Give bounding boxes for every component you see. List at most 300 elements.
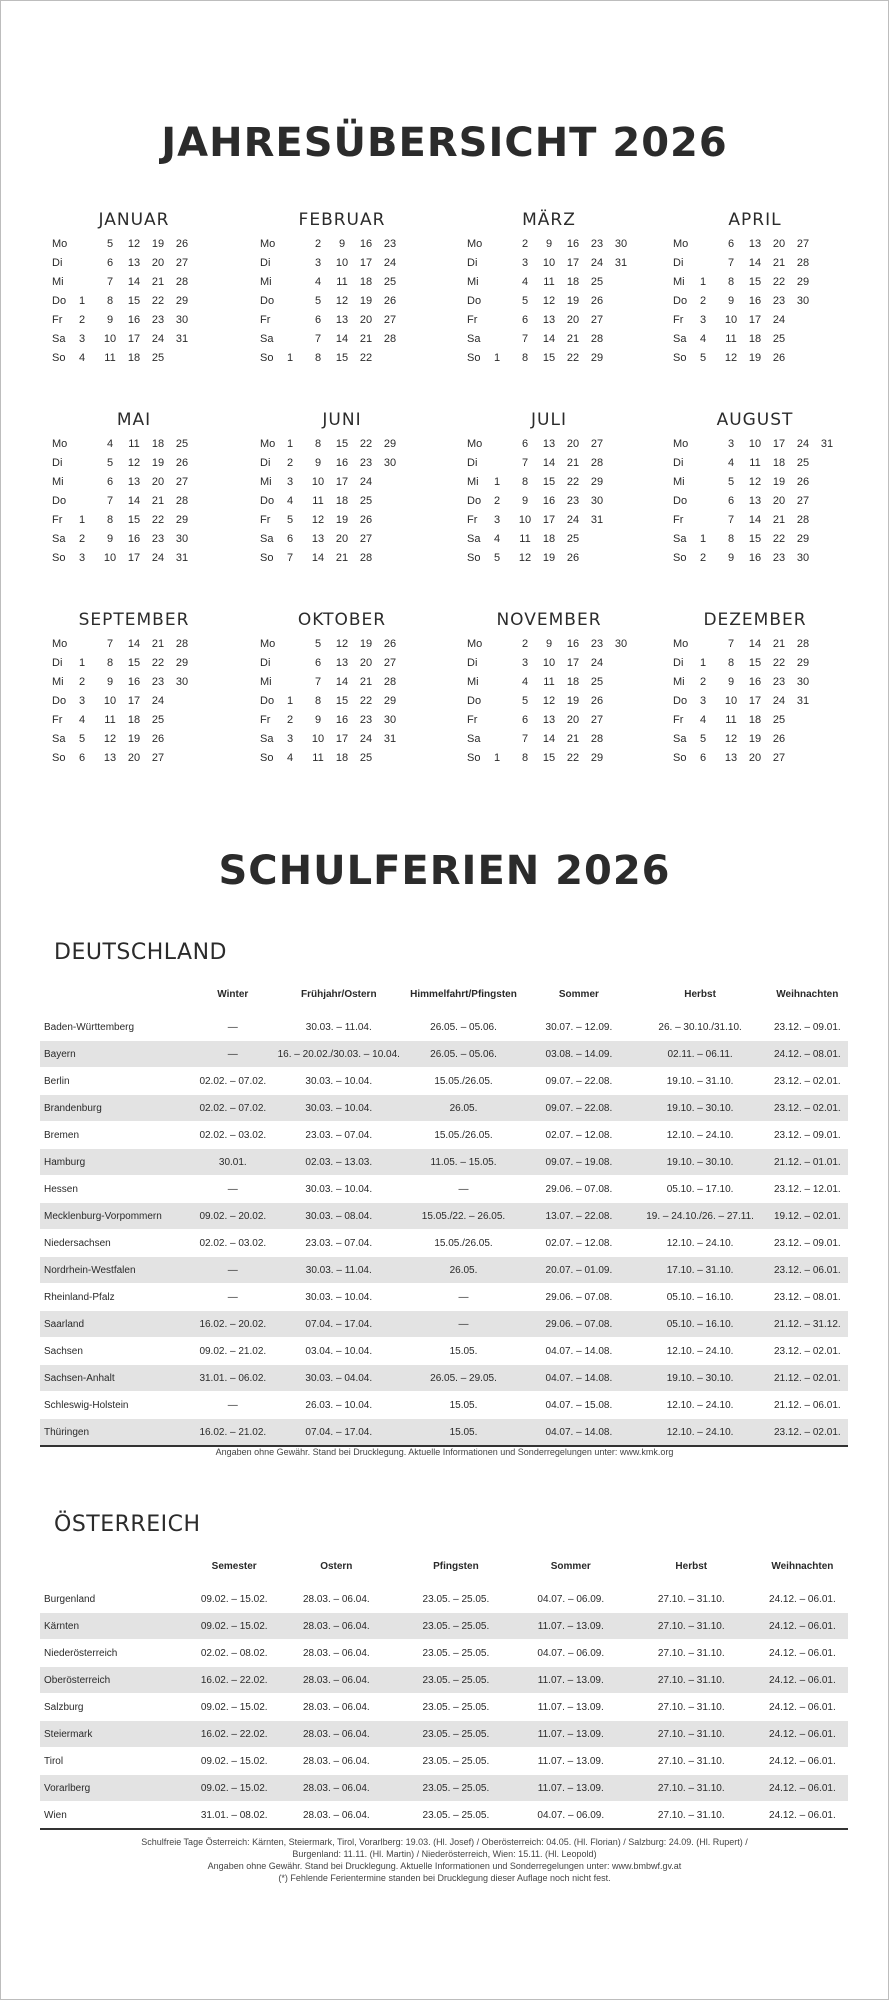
day-number: 9 <box>727 295 735 307</box>
day-number: 8 <box>314 438 322 450</box>
weekday-label: Mi <box>673 676 685 688</box>
day-number: 23 <box>772 676 786 688</box>
holiday-dates: 28.03. – 06.04. <box>277 1721 396 1748</box>
austria-footnotes <box>0 1836 889 1884</box>
day-number: 2 <box>493 495 501 507</box>
weekday-label: Mo <box>52 238 68 250</box>
day-number: 13 <box>748 238 762 250</box>
day-number: 4 <box>286 495 294 507</box>
day-number: 26 <box>175 457 189 469</box>
month-name: FEBRUAR <box>298 210 386 230</box>
day-number: 16 <box>335 457 349 469</box>
region-name: Brandenburg <box>40 1095 191 1122</box>
holiday-dates: 29.06. – 07.08. <box>524 1284 633 1311</box>
weekday-label: Mi <box>260 476 272 488</box>
holiday-dates: 11.07. – 13.09. <box>516 1613 626 1640</box>
holiday-dates: 23.05. – 25.05. <box>396 1694 516 1721</box>
day-number: 28 <box>175 495 189 507</box>
day-number: 2 <box>78 314 86 326</box>
day-number: 18 <box>566 676 580 688</box>
day-number: 8 <box>727 276 735 288</box>
day-number: 27 <box>359 533 373 545</box>
holiday-dates: 02.02. – 07.02. <box>191 1095 275 1122</box>
day-number: 24 <box>359 733 373 745</box>
day-number: 3 <box>521 257 529 269</box>
day-number: 15 <box>542 752 556 764</box>
weekday-label: Sa <box>467 533 481 545</box>
weekday-label: Mo <box>467 438 483 450</box>
day-number: 22 <box>359 695 373 707</box>
day-number: 12 <box>748 476 762 488</box>
day-number: 24 <box>383 257 397 269</box>
region-name: Niederösterreich <box>40 1640 192 1667</box>
holiday-dates: 26.05. – 05.06. <box>403 1011 524 1041</box>
day-number: 26 <box>772 733 786 745</box>
day-number: 20 <box>127 752 141 764</box>
day-number: 25 <box>383 276 397 288</box>
day-number: 24 <box>566 514 580 526</box>
day-number: 5 <box>727 476 735 488</box>
day-number: 30 <box>614 238 628 250</box>
day-number: 16 <box>748 676 762 688</box>
table-row <box>40 1257 848 1284</box>
weekday-label: Do <box>467 495 482 507</box>
holiday-dates: 04.07. – 14.08. <box>524 1365 633 1392</box>
holiday-dates: 05.10. – 16.10. <box>634 1284 767 1311</box>
day-number: 25 <box>590 676 604 688</box>
day-number: 27 <box>175 476 189 488</box>
day-number: 5 <box>493 552 501 564</box>
day-number: 27 <box>175 257 189 269</box>
holiday-dates: 16.02. – 22.02. <box>192 1721 277 1748</box>
day-number: 1 <box>493 752 501 764</box>
weekday-label: Mo <box>260 238 276 250</box>
weekday-label: Di <box>260 457 271 469</box>
region-name: Hessen <box>40 1176 191 1203</box>
holiday-dates: 12.10. – 24.10. <box>634 1392 767 1419</box>
weekday-label: Mi <box>673 476 685 488</box>
holiday-dates: 04.07. – 14.08. <box>524 1419 633 1447</box>
weekday-label: Sa <box>467 733 481 745</box>
day-number: 20 <box>748 752 762 764</box>
day-number: 29 <box>175 514 189 526</box>
day-number: 23 <box>151 314 165 326</box>
weekday-label: So <box>260 352 274 364</box>
table-row <box>40 1176 848 1203</box>
day-number: 25 <box>590 276 604 288</box>
day-number: 10 <box>103 695 117 707</box>
day-number: 13 <box>748 495 762 507</box>
day-number: 5 <box>314 638 322 650</box>
weekday-label: Sa <box>52 533 66 545</box>
day-number: 7 <box>314 333 322 345</box>
day-number: 16 <box>542 495 556 507</box>
day-number: 31 <box>590 514 604 526</box>
day-number: 3 <box>286 476 294 488</box>
day-number: 31 <box>820 438 834 450</box>
holiday-dates: 24.12. – 06.01. <box>757 1640 848 1667</box>
day-number: 10 <box>311 733 325 745</box>
day-number: 16 <box>359 238 373 250</box>
day-number: 1 <box>699 276 707 288</box>
day-number: 18 <box>748 714 762 726</box>
column-header: Pfingsten <box>396 1553 516 1583</box>
day-number: 5 <box>286 514 294 526</box>
day-number: 31 <box>614 257 628 269</box>
day-number: 20 <box>566 438 580 450</box>
region-name: Berlin <box>40 1068 191 1095</box>
holiday-dates: 24.12. – 06.01. <box>757 1721 848 1748</box>
holiday-dates: 30.03. – 10.04. <box>275 1095 403 1122</box>
day-number: 5 <box>699 733 707 745</box>
weekday-label: Mo <box>673 638 689 650</box>
holiday-dates: 21.12. – 06.01. <box>767 1392 848 1419</box>
day-number: 6 <box>314 314 322 326</box>
day-number: 18 <box>542 533 556 545</box>
weekday-label: Di <box>52 457 63 469</box>
day-number: 21 <box>566 733 580 745</box>
weekday-label: Mi <box>673 276 685 288</box>
weekday-label: Mi <box>52 676 64 688</box>
austria-note-line: Schulfreie Tage Österreich: Kärnten, Steiermark, Tirol, Vorarlberg: 19.03. (Hl. Josef) / Oberösterreich: 04.05. (Hl. Florian) / Salzburg: 24.09. (Hl. Rupert) / <box>141 1837 748 1847</box>
day-number: 12 <box>127 457 141 469</box>
table-row <box>40 1149 848 1176</box>
day-number: 24 <box>590 657 604 669</box>
month-name: MAI <box>116 410 152 430</box>
weekday-label: Do <box>52 695 67 707</box>
day-number: 3 <box>314 257 322 269</box>
day-number: 23 <box>359 714 373 726</box>
table-row <box>40 1338 848 1365</box>
day-number: 6 <box>727 238 735 250</box>
holiday-dates: — <box>191 1011 275 1041</box>
day-number: 15 <box>748 657 762 669</box>
day-number: 5 <box>106 238 114 250</box>
day-number: 5 <box>314 295 322 307</box>
region-name: Wien <box>40 1802 192 1830</box>
day-number: 15 <box>335 352 349 364</box>
day-number: 14 <box>127 495 141 507</box>
holiday-dates: 23.12. – 09.01. <box>767 1122 848 1149</box>
weekday-label: Do <box>673 695 688 707</box>
day-number: 8 <box>106 657 114 669</box>
austria-note-line: Burgenland: 11.11. (Hl. Martin) / Niederösterreich, Wien: 15.11. (Hl. Leopold) <box>292 1849 597 1859</box>
day-number: 30 <box>175 314 189 326</box>
holiday-dates: 26.03. – 10.04. <box>275 1392 403 1419</box>
holiday-dates: 30.01. <box>191 1149 275 1176</box>
holiday-dates: 15.05./26.05. <box>403 1122 524 1149</box>
day-number: 23 <box>590 638 604 650</box>
region-name: Kärnten <box>40 1613 192 1640</box>
day-number: 10 <box>335 257 349 269</box>
holiday-dates: 19.12. – 02.01. <box>767 1203 848 1230</box>
region-name: Sachsen <box>40 1338 191 1365</box>
day-number: 23 <box>566 495 580 507</box>
day-number: 28 <box>359 552 373 564</box>
day-number: 12 <box>103 733 117 745</box>
weekday-label: Do <box>260 695 275 707</box>
column-header: Sommer <box>524 981 633 1011</box>
holiday-dates: 04.07. – 15.08. <box>524 1392 633 1419</box>
day-number: 2 <box>521 638 529 650</box>
region-name: Tirol <box>40 1748 192 1775</box>
day-number: 4 <box>699 333 707 345</box>
day-number: 26 <box>772 352 786 364</box>
day-number: 19 <box>359 295 373 307</box>
day-number: 21 <box>772 638 786 650</box>
holiday-dates: 23.05. – 25.05. <box>396 1667 516 1694</box>
day-number: 25 <box>175 438 189 450</box>
table-row <box>40 1041 848 1068</box>
holiday-dates: 13.07. – 22.08. <box>524 1203 633 1230</box>
day-number: 7 <box>521 457 529 469</box>
day-number: 13 <box>542 438 556 450</box>
region-name: Burgenland <box>40 1583 192 1613</box>
day-number: 10 <box>311 476 325 488</box>
month-name: NOVEMBER <box>496 610 602 630</box>
holiday-dates: 12.10. – 24.10. <box>634 1122 767 1149</box>
holiday-dates: 20.07. – 01.09. <box>524 1257 633 1284</box>
day-number: 13 <box>542 714 556 726</box>
day-number: 10 <box>724 695 738 707</box>
day-number: 12 <box>542 695 556 707</box>
day-number: 4 <box>521 276 529 288</box>
month-name: SEPTEMBER <box>78 610 190 630</box>
holiday-dates: 27.10. – 31.10. <box>626 1775 757 1802</box>
day-number: 2 <box>699 676 707 688</box>
day-number: 11 <box>543 676 555 688</box>
holiday-dates: 26.05. <box>403 1095 524 1122</box>
day-number: 6 <box>699 752 707 764</box>
day-number: 7 <box>106 495 114 507</box>
holiday-dates: 19.10. – 30.10. <box>634 1095 767 1122</box>
day-number: 30 <box>175 533 189 545</box>
day-number: 27 <box>772 752 786 764</box>
holiday-dates: 16.02. – 21.02. <box>191 1419 275 1447</box>
day-number: 9 <box>314 714 322 726</box>
holiday-dates: 26. – 30.10./31.10. <box>634 1011 767 1041</box>
day-number: 18 <box>127 714 141 726</box>
day-number: 17 <box>127 333 141 345</box>
weekday-label: Fr <box>260 714 271 726</box>
day-number: 11 <box>104 352 116 364</box>
day-number: 1 <box>493 476 501 488</box>
day-number: 7 <box>727 257 735 269</box>
day-number: 5 <box>521 695 529 707</box>
day-number: 26 <box>590 695 604 707</box>
day-number: 13 <box>335 314 349 326</box>
column-header: Herbst <box>634 981 767 1011</box>
day-number: 30 <box>614 638 628 650</box>
holiday-dates: 24.12. – 06.01. <box>757 1748 848 1775</box>
month-name: JULI <box>531 410 567 430</box>
day-number: 16 <box>127 676 141 688</box>
day-number: 31 <box>175 333 189 345</box>
day-number: 20 <box>772 238 786 250</box>
weekday-label: Mi <box>52 276 64 288</box>
month-name: JANUAR <box>98 210 170 230</box>
day-number: 28 <box>796 257 810 269</box>
day-number: 10 <box>748 438 762 450</box>
austria-section-title: ÖSTERREICH <box>54 1512 201 1537</box>
day-number: 6 <box>727 495 735 507</box>
day-number: 12 <box>518 552 532 564</box>
holiday-dates: 07.04. – 17.04. <box>275 1311 403 1338</box>
holiday-dates: 04.07. – 06.09. <box>516 1640 626 1667</box>
day-number: 21 <box>566 333 580 345</box>
day-number: 7 <box>521 333 529 345</box>
day-number: 18 <box>566 276 580 288</box>
day-number: 16 <box>748 552 762 564</box>
day-number: 9 <box>521 495 529 507</box>
day-number: 4 <box>727 457 735 469</box>
day-number: 21 <box>359 676 373 688</box>
table-row <box>40 1365 848 1392</box>
day-number: 15 <box>748 533 762 545</box>
day-number: 10 <box>103 552 117 564</box>
day-number: 14 <box>748 638 762 650</box>
month-name: MÄRZ <box>522 210 576 230</box>
weekday-label: Mi <box>52 476 64 488</box>
weekday-label: Di <box>467 257 478 269</box>
holiday-dates: — <box>403 1284 524 1311</box>
day-number: 4 <box>286 752 294 764</box>
holiday-dates: 24.12. – 06.01. <box>757 1667 848 1694</box>
day-number: 21 <box>359 333 373 345</box>
column-header: Sommer <box>516 1553 626 1583</box>
weekday-label: So <box>673 752 687 764</box>
holiday-dates: 11.07. – 13.09. <box>516 1748 626 1775</box>
day-number: 4 <box>493 533 501 545</box>
day-number: 7 <box>106 276 114 288</box>
day-number: 28 <box>590 733 604 745</box>
day-number: 14 <box>748 257 762 269</box>
holiday-dates: 16.02. – 22.02. <box>192 1667 277 1694</box>
weekday-label: Mo <box>467 638 483 650</box>
day-number: 12 <box>311 514 325 526</box>
day-number: 11 <box>336 276 348 288</box>
day-number: 8 <box>727 657 735 669</box>
austria-note-line: Angaben ohne Gewähr. Stand bei Drucklegung. Aktuelle Informationen und Sonderregelungen unter: www.bmbwf.gv.at <box>207 1861 682 1871</box>
day-number: 7 <box>106 638 114 650</box>
holiday-dates: 23.05. – 25.05. <box>396 1613 516 1640</box>
day-number: 1 <box>699 533 707 545</box>
weekday-label: Mi <box>467 676 479 688</box>
weekday-label: Mo <box>52 638 68 650</box>
table-row <box>40 1721 848 1748</box>
weekday-label: Di <box>673 457 684 469</box>
day-number: 17 <box>566 257 580 269</box>
day-number: 27 <box>590 714 604 726</box>
holiday-dates: — <box>191 1041 275 1068</box>
day-number: 5 <box>521 295 529 307</box>
day-number: 30 <box>590 495 604 507</box>
column-header: Weihnachten <box>767 981 848 1011</box>
day-number: 9 <box>727 552 735 564</box>
day-number: 7 <box>521 733 529 745</box>
day-number: 8 <box>314 352 322 364</box>
day-number: 23 <box>772 552 786 564</box>
day-number: 6 <box>106 257 114 269</box>
table-row <box>40 1667 848 1694</box>
holiday-dates: 16. – 20.02./30.03. – 10.04. <box>275 1041 403 1068</box>
holiday-dates: 11.07. – 13.09. <box>516 1721 626 1748</box>
day-number: 11 <box>749 457 761 469</box>
day-number: 20 <box>772 495 786 507</box>
day-number: 23 <box>359 457 373 469</box>
day-number: 8 <box>106 514 114 526</box>
day-number: 2 <box>699 295 707 307</box>
day-number: 3 <box>727 438 735 450</box>
holiday-dates: 30.03. – 04.04. <box>275 1365 403 1392</box>
day-number: 21 <box>566 457 580 469</box>
day-number: 19 <box>772 476 786 488</box>
day-number: 5 <box>699 352 707 364</box>
weekday-label: Do <box>673 495 688 507</box>
holiday-dates: 30.03. – 10.04. <box>275 1068 403 1095</box>
weekday-label: Fr <box>467 314 478 326</box>
day-number: 13 <box>724 752 738 764</box>
region-name: Vorarlberg <box>40 1775 192 1802</box>
day-number: 16 <box>748 295 762 307</box>
weekday-label: Fr <box>52 714 63 726</box>
month-name: DEZEMBER <box>703 610 807 630</box>
weekday-label: Di <box>467 457 478 469</box>
holiday-dates: 30.03. – 10.04. <box>275 1176 403 1203</box>
table-row <box>40 1011 848 1041</box>
day-number: 15 <box>542 476 556 488</box>
day-number: 14 <box>127 276 141 288</box>
day-number: 30 <box>796 676 810 688</box>
holiday-dates: 27.10. – 31.10. <box>626 1721 757 1748</box>
day-number: 28 <box>590 457 604 469</box>
day-number: 15 <box>335 438 349 450</box>
day-number: 13 <box>127 257 141 269</box>
day-number: 14 <box>542 333 556 345</box>
day-number: 3 <box>78 552 86 564</box>
day-number: 1 <box>78 514 86 526</box>
weekday-label: Do <box>52 295 67 307</box>
holiday-dates: 19.10. – 30.10. <box>634 1365 767 1392</box>
day-number: 9 <box>545 238 553 250</box>
day-number: 28 <box>383 676 397 688</box>
weekday-label: Di <box>52 657 63 669</box>
day-number: 1 <box>286 438 294 450</box>
day-number: 22 <box>359 352 373 364</box>
holiday-dates: 23.12. – 02.01. <box>767 1338 848 1365</box>
weekday-label: Mo <box>467 238 483 250</box>
day-number: 10 <box>724 314 738 326</box>
holiday-dates: 23.03. – 07.04. <box>275 1230 403 1257</box>
day-number: 21 <box>335 552 349 564</box>
holiday-dates: 27.10. – 31.10. <box>626 1802 757 1830</box>
day-number: 20 <box>335 533 349 545</box>
day-number: 7 <box>727 514 735 526</box>
day-number: 24 <box>359 476 373 488</box>
day-number: 20 <box>566 714 580 726</box>
day-number: 13 <box>103 752 117 764</box>
holiday-dates: 02.02. – 07.02. <box>191 1068 275 1095</box>
holiday-dates: 23.12. – 02.01. <box>767 1068 848 1095</box>
day-number: 29 <box>590 352 604 364</box>
day-number: 16 <box>127 533 141 545</box>
holiday-dates: 04.07. – 06.09. <box>516 1583 626 1613</box>
day-number: 20 <box>359 314 373 326</box>
holiday-dates: 11.07. – 13.09. <box>516 1775 626 1802</box>
day-number: 9 <box>338 238 346 250</box>
holiday-dates: 30.03. – 11.04. <box>275 1011 403 1041</box>
day-number: 27 <box>151 752 165 764</box>
